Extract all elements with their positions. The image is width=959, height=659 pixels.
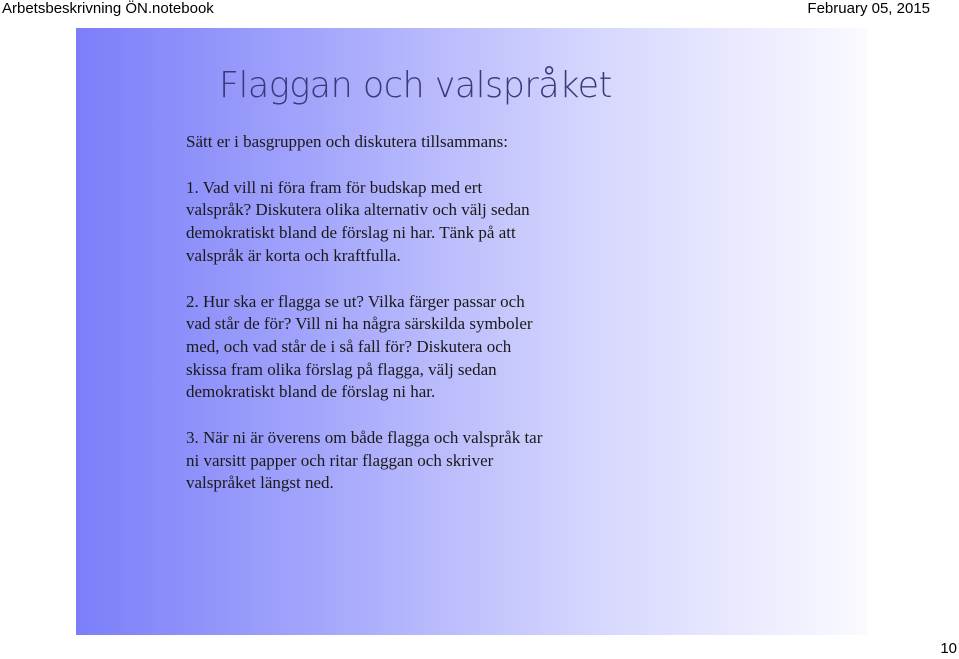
question-2-line: demokratiskt bland de förslag ni har. xyxy=(186,382,436,402)
page-date: February 05, 2015 xyxy=(807,0,930,17)
slide-canvas xyxy=(76,28,867,635)
intro-text: Sätt er i basgruppen och diskutera tillsammans: xyxy=(186,132,508,151)
question-2-line: skissa fram olika förslag på flagga, välj sedan xyxy=(186,359,497,379)
question-3-line: ni varsitt papper och ritar flaggan och skriver xyxy=(186,450,494,470)
question-3-line: 3. När ni är överens om både flagga och valspråk tar xyxy=(186,428,543,448)
slide-title: Flaggan och valspråket xyxy=(219,65,612,106)
question-1-line: valspråk? Diskutera olika alternativ och välj sedan xyxy=(186,200,530,220)
question-2-line: vad står de för? Vill ni ha några särskilda symboler xyxy=(186,314,533,334)
question-3 xyxy=(186,427,666,495)
question-2-line: med, och vad står de i så fall för? Diskutera och xyxy=(186,336,512,356)
question-3-line: valspråket längst ned. xyxy=(186,473,334,493)
question-2 xyxy=(186,291,666,405)
question-1-line: demokratiskt bland de förslag ni har. Tänk på att xyxy=(186,223,516,243)
question-2-line: 2. Hur ska er flagga se ut? Vilka färger passar och xyxy=(186,291,525,311)
question-1 xyxy=(186,177,666,268)
page-number: 10 xyxy=(940,640,957,657)
slide-body xyxy=(186,131,666,495)
notebook-filename: Arbetsbeskrivning ÖN.notebook xyxy=(2,0,214,17)
question-1-line: 1. Vad vill ni föra fram för budskap med ert xyxy=(186,177,483,197)
question-1-line: valspråk är korta och kraftfulla. xyxy=(186,245,401,265)
